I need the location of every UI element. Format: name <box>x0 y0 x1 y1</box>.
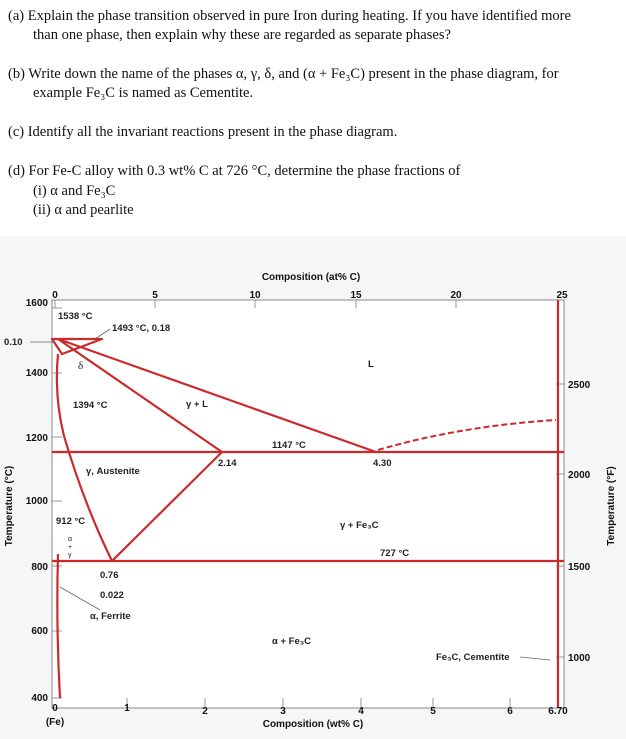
bottom-axis-title: Composition (wt% C) <box>262 719 364 730</box>
top-tick-20: 20 <box>450 290 462 301</box>
right-axis-title: Temperature (°F) <box>606 466 617 546</box>
label-gamma-l: γ + L <box>186 399 208 410</box>
left-tick-1200: 1200 <box>25 433 48 444</box>
label-1538: 1538 °C <box>58 311 93 322</box>
label-727: 727 °C <box>380 548 410 559</box>
question-b-line2: example Fe₃C is named as Cementite. <box>33 85 254 101</box>
right-tick-1000: 1000 <box>568 653 591 664</box>
question-b-line1: (b) Write down the name of the phases α, γ, δ, and (α + Fe₃C) present in the phase diagram, for <box>8 66 559 82</box>
label-4-30: 4.30 <box>373 458 392 469</box>
top-tick-15: 15 <box>350 290 362 301</box>
label-ferrite: α, Ferrite <box>90 611 131 622</box>
left-tick-1400: 1400 <box>25 368 48 379</box>
bottom-tick-1: 1 <box>124 703 130 714</box>
right-tick-2000: 2000 <box>568 470 591 481</box>
label-plus-small: + <box>68 544 73 551</box>
label-alpha-small: α <box>68 536 73 543</box>
label-alpha-fe3c: α + Fe₃C <box>272 636 312 647</box>
bottom-fe-label: (Fe) <box>45 717 65 728</box>
bottom-tick-2: 2 <box>202 706 208 717</box>
question-a-line1: (a) Explain the phase transition observed in pure Iron during heating. If you have identified more <box>8 8 571 24</box>
top-tick-0: 0 <box>52 290 58 301</box>
left-tick-800: 800 <box>31 562 48 573</box>
label-0-10: 0.10 <box>4 337 23 348</box>
label-delta: δ <box>78 360 84 372</box>
question-block <box>0 0 626 225</box>
label-liquid: L <box>368 359 374 370</box>
left-tick-600: 600 <box>31 626 48 637</box>
question-a-line2: than one phase, then explain why these are regarded as separate phases? <box>33 27 451 43</box>
top-tick-5: 5 <box>152 290 158 301</box>
label-gamma-fe3c: γ + Fe₃C <box>340 520 379 531</box>
question-d-ii: (ii) α and pearlite <box>33 202 134 218</box>
bottom-tick-5: 5 <box>430 706 436 717</box>
label-0-022: 0.022 <box>100 590 124 601</box>
question-d-line1: (d) For Fe-C alloy with 0.3 wt% C at 726 °C, determine the phase fractions of <box>8 163 461 179</box>
bottom-tick-6-70: 6.70 <box>548 706 568 717</box>
label-1493: 1493 °C, 0.18 <box>112 323 171 334</box>
bottom-tick-0: 0 <box>52 703 58 714</box>
left-axis-title: Temperature (°C) <box>4 465 15 547</box>
right-tick-2500: 2500 <box>568 380 591 391</box>
left-tick-1600: 1600 <box>25 298 48 309</box>
label-2-14: 2.14 <box>218 458 237 469</box>
label-cementite: Fe₃C, Cementite <box>436 652 510 663</box>
label-1147: 1147 °C <box>272 440 306 451</box>
label-912: 912 °C <box>56 516 86 527</box>
right-tick-1500: 1500 <box>568 562 591 573</box>
bottom-tick-4: 4 <box>358 706 364 717</box>
top-tick-25: 25 <box>556 290 568 301</box>
left-tick-1000: 1000 <box>25 496 48 507</box>
question-d-i: (i) α and Fe₃C <box>33 183 116 199</box>
bottom-tick-6: 6 <box>507 706 513 717</box>
top-axis-title: Composition (at% C) <box>261 272 361 283</box>
top-tick-10: 10 <box>249 290 261 301</box>
fe-c-phase-diagram <box>0 236 626 739</box>
left-tick-400: 400 <box>31 693 48 704</box>
label-0-76: 0.76 <box>100 570 119 581</box>
bottom-tick-3: 3 <box>280 706 286 717</box>
label-gamma-small: γ <box>68 552 72 559</box>
label-1394: 1394 °C <box>73 400 108 411</box>
question-c-line1: (c) Identify all the invariant reactions present in the phase diagram. <box>8 124 398 140</box>
label-austenite: γ, Austenite <box>86 466 140 477</box>
